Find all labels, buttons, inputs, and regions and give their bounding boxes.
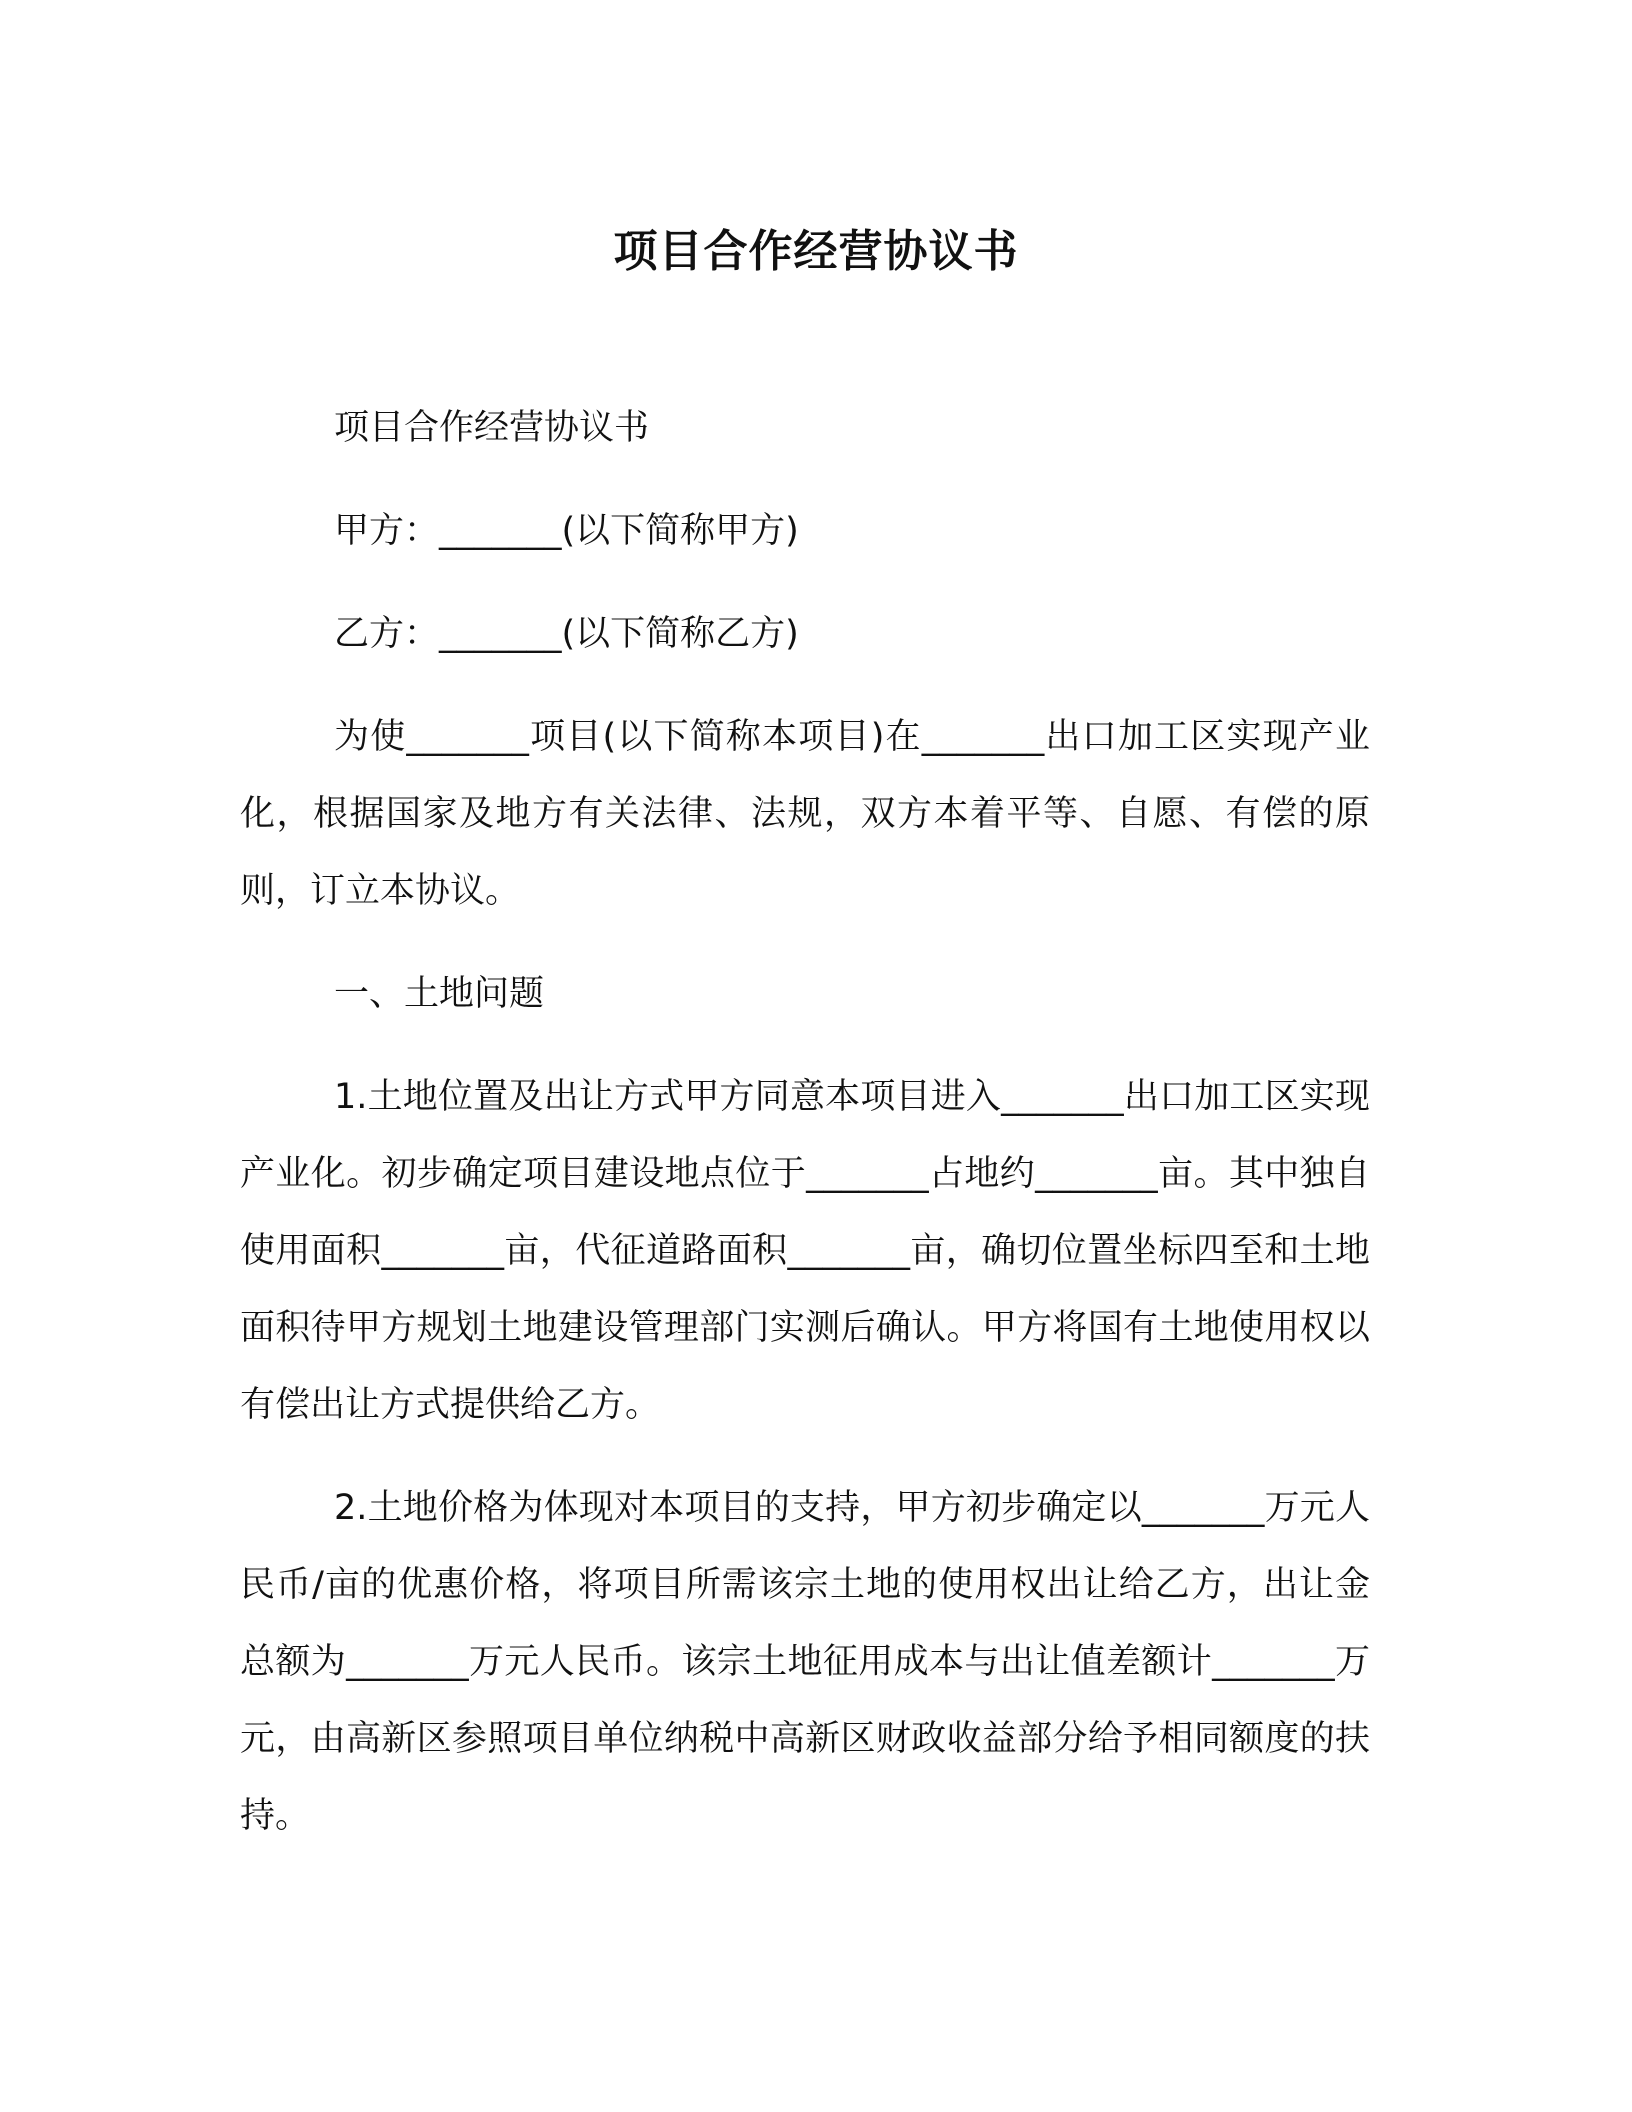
paragraph-preamble: 为使_______项目(以下简称本项目)在_______出口加工区实现产业化，根据国家及地方有关法律、法规，双方本着平等、自愿、有偿的原则，订立本协议。 [240,717,1370,911]
paragraph-party-b: 乙方：_______(以下简称乙方) [334,614,799,654]
paragraph-land-price: 2.土地价格为体现对本项目的支持，甲方初步确定以_______万元人民币/亩的优惠价格，将项目所需该宗土地的使用权出让给乙方，出让金总额为_______万元人民币。该宗土地征用成本与出让值差额计_______万元，由高新区参照项目单位纳税中高新区财政收益部分给予相同额度的扶持。 [240,1488,1370,1836]
document-body [240,390,1370,1881]
document-title: 项目合作经营协议书 [613,226,1019,277]
paragraph-heading: 项目合作经营协议书 [334,408,650,448]
paragraph-party-a: 甲方：_______(以下简称甲方) [334,511,799,551]
section-heading-land: 一、土地问题 [334,974,545,1014]
paragraph-land-location: 1.土地位置及出让方式甲方同意本项目进入_______出口加工区实现产业化。初步确定项目建设地点位于_______占地约_______亩。其中独自使用面积_______亩，代征道路面积_______亩，确切位置坐标四至和土地面积待甲方规划土地建设管理部门实测后确认。甲方将国有土地使用权以有偿出让方式提供给乙方。 [240,1077,1370,1425]
